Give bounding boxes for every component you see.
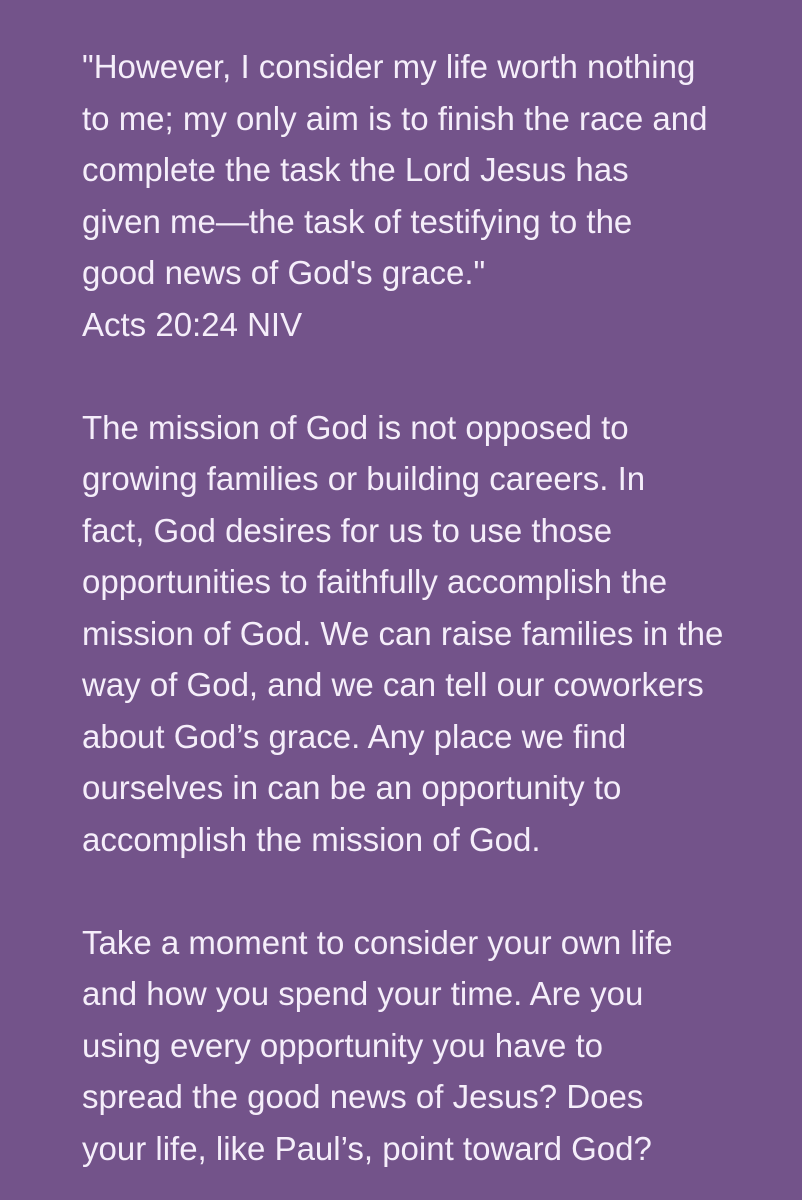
verse-line: "However, I consider my life worth nothing (82, 48, 696, 85)
paragraph-line: mission of God. We can raise families in the (82, 614, 724, 652)
verse-line: good news of God's grace." (82, 254, 486, 291)
paragraph-line: The mission of God is not opposed to (82, 408, 629, 446)
paragraph-line: Take a moment to consider your own life (82, 923, 673, 961)
verse-line: to me; my only aim is to finish the race and (82, 99, 708, 137)
verse-line: given me—the task of testifying to the (82, 202, 633, 240)
paragraph-line: ourselves in can be an opportunity to (82, 769, 622, 806)
verse-reference (82, 299, 748, 351)
reference-text: Acts 20:24 NIV (82, 305, 303, 343)
paragraph-line: spread the good news of Jesus? Does (82, 1078, 644, 1115)
paragraph-line: accomplish the mission of God. (82, 820, 541, 858)
paragraph-line: your life, like Paul’s, point toward God? (82, 1129, 652, 1167)
verse-line: complete the task the Lord Jesus has (82, 151, 629, 188)
paragraph-line: about God’s grace. Any place we find (82, 717, 627, 755)
paragraph-line: growing families or building careers. In (82, 460, 646, 497)
paragraph-line: using every opportunity you have to (82, 1026, 603, 1064)
paragraph-line: way of God, and we can tell our coworkers (82, 666, 704, 703)
paragraph-line: opportunities to faithfully accomplish the (82, 563, 668, 600)
paragraph-line: fact, God desires for us to use those (82, 511, 613, 549)
bible-verse-quote (82, 41, 748, 299)
mission-paragraph (82, 402, 748, 866)
reflection-paragraph (82, 917, 748, 1175)
paragraph-line: and how you spend your time. Are you (82, 975, 644, 1012)
